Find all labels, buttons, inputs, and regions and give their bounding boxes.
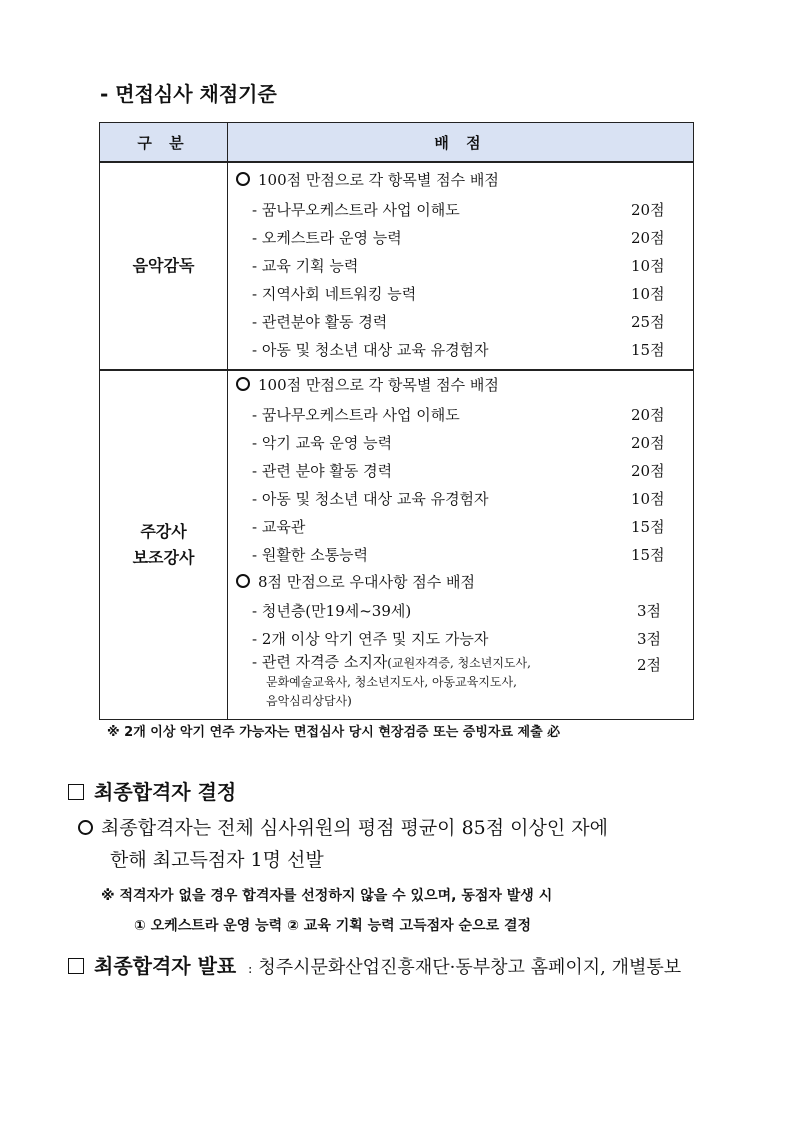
list-item: - 교육 기획 능력 10점 [252, 257, 665, 275]
list-item: - 관련 자격증 소지자(교원자격증, 청소년지도사, 문화예술교육사, 청소년지도사, 아동교육지도사, 음악심리상담사) 2점 [252, 653, 662, 708]
score-cell-music-director [228, 162, 694, 370]
category-label: 음악감독 [132, 256, 195, 275]
list-item: - 오케스트라 운영 능력 20점 [252, 229, 665, 247]
list-item: - 청년층(만19세~39세) 3점 [252, 602, 662, 620]
block-header: 100점 만점으로 각 항목별 점수 배점 [228, 372, 693, 398]
list-item: - 꿈나무오케스트라 사업 이해도 20점 [252, 201, 665, 219]
block-header: 8점 만점으로 우대사항 점수 배점 [228, 569, 693, 595]
header-category: 구 분 [100, 123, 228, 163]
list-item: - 아동 및 청소년 대상 교육 유경험자 15점 [252, 341, 665, 359]
circle-bullet-icon [236, 172, 250, 186]
final-decision-title: 최종합격자 결정 [68, 776, 236, 805]
category-instructors [100, 370, 228, 720]
checkbox-square-icon [68, 784, 84, 800]
table-row-music-director [100, 162, 694, 370]
block-header: 100점 만점으로 각 항목별 점수 배점 [228, 167, 693, 193]
list-item: - 관련분야 활동 경력 25점 [252, 313, 665, 331]
circle-bullet-icon [236, 377, 250, 391]
list-item: - 지역사회 네트워킹 능력 10점 [252, 285, 665, 303]
list-item: - 관련 분야 활동 경력 20점 [252, 462, 665, 480]
list-item: - 교육관 15점 [252, 518, 665, 536]
checkbox-square-icon [68, 958, 84, 974]
circle-bullet-icon [236, 574, 250, 588]
category-label: 보조강사 [132, 548, 195, 567]
circle-bullet-icon [78, 820, 93, 835]
final-decision-note-1: ※ 적격자가 없을 경우 합격자를 선정하지 않을 수 있으며, 동점자 발생 시 [101, 888, 553, 904]
list-item: - 아동 및 청소년 대상 교육 유경험자 10점 [252, 490, 665, 508]
list-item: - 2개 이상 악기 연주 및 지도 가능자 3점 [252, 630, 662, 648]
final-decision-bullet: 최종합격자는 전체 심사위원의 평점 평균이 85점 이상인 자에 한해 최고득점자 1명 선발 [78, 812, 608, 876]
table-row-instructors [100, 370, 694, 720]
category-label: 주강사 [140, 522, 187, 541]
list-item: - 꿈나무오케스트라 사업 이해도 20점 [252, 406, 665, 424]
list-item: - 원활한 소통능력 15점 [252, 546, 665, 564]
announcement-line: 최종합격자 발표 : 청주시문화산업진흥재단·동부창고 홈페이지, 개별통보 [68, 950, 681, 979]
final-decision-note-2: ① 오케스트라 운영 능력 ② 교육 기획 능력 고득점자 순으로 결정 [134, 918, 532, 934]
list-item: - 악기 교육 운영 능력 20점 [252, 434, 665, 452]
table-header-row [100, 123, 694, 163]
header-score: 배 점 [228, 123, 694, 163]
scoring-table [99, 122, 694, 720]
table-note: ※ 2개 이상 악기 연주 가능자는 면접심사 당시 현장검증 또는 증빙자료 제출 必 [107, 725, 561, 740]
score-cell-instructors [228, 370, 694, 720]
category-music-director [100, 162, 228, 370]
section-title: - 면접심사 채점기준 [100, 82, 277, 106]
